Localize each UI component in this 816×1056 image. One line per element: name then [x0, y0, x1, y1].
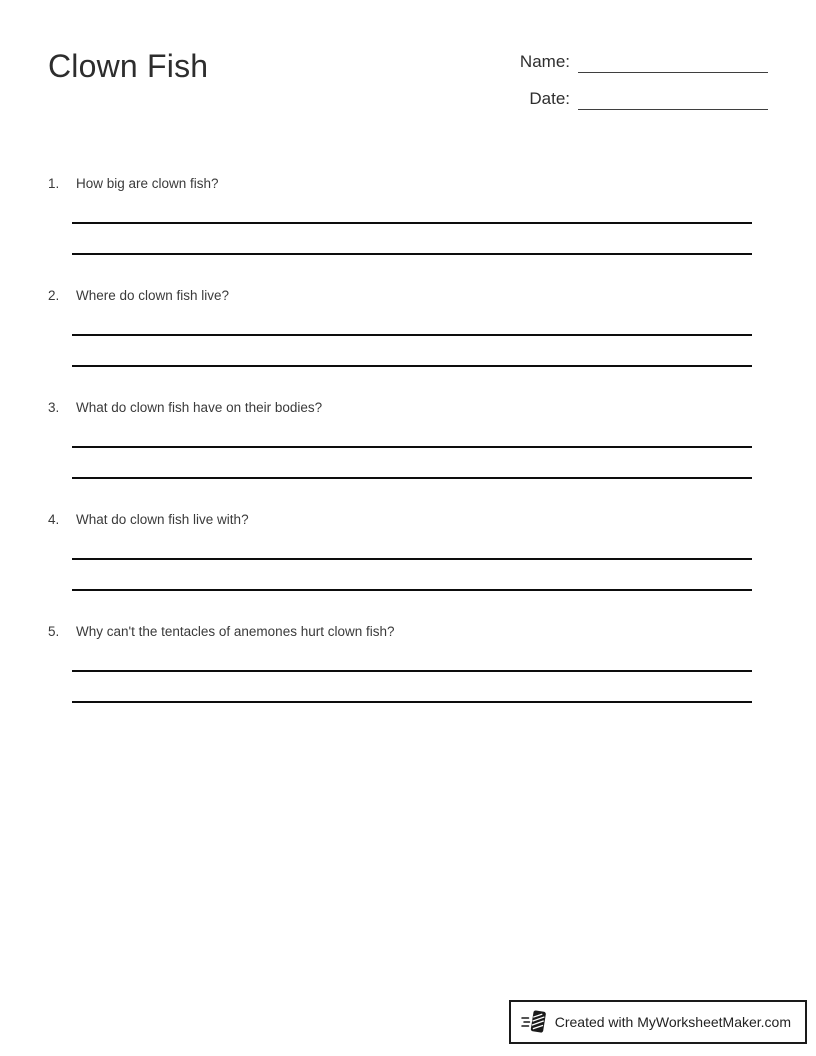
footer-credit[interactable]	[509, 1000, 807, 1044]
question-number: 3.	[48, 400, 60, 415]
question-item	[48, 512, 816, 591]
question-row	[48, 400, 816, 416]
question-text: How big are clown fish?	[76, 176, 219, 191]
answer-line-1[interactable]	[72, 670, 752, 672]
question-text: Why can't the tentacles of anemones hurt clown fish?	[76, 624, 395, 639]
question-row	[48, 624, 816, 640]
footer-credit-text: Created with MyWorksheetMaker.com	[554, 1014, 791, 1030]
question-item	[48, 400, 816, 479]
answer-line-1[interactable]	[72, 222, 752, 224]
answer-line-1[interactable]	[72, 558, 752, 560]
answer-line-2[interactable]	[72, 701, 752, 703]
question-text: What do clown fish have on their bodies?	[76, 400, 323, 415]
question-row	[48, 176, 816, 192]
name-label: Name:	[519, 52, 570, 71]
question-number: 4.	[48, 512, 60, 527]
answer-line-2[interactable]	[72, 589, 752, 591]
question-item	[48, 624, 816, 703]
answer-line-2[interactable]	[72, 253, 752, 255]
date-input-line[interactable]	[578, 87, 768, 110]
question-number: 2.	[48, 288, 60, 303]
name-date-block	[512, 46, 768, 124]
question-text: Where do clown fish live?	[76, 288, 230, 303]
answer-line-2[interactable]	[72, 477, 752, 479]
answer-line-1[interactable]	[72, 334, 752, 336]
question-text: What do clown fish live with?	[76, 512, 249, 527]
name-input-line[interactable]	[578, 50, 768, 73]
question-row	[48, 288, 816, 304]
question-list	[0, 176, 816, 703]
question-number: 5.	[48, 624, 60, 639]
question-number: 1.	[48, 176, 60, 191]
date-field-row	[512, 87, 768, 110]
page-title: Clown Fish	[48, 48, 209, 84]
question-item	[48, 288, 816, 367]
answer-line-1[interactable]	[72, 446, 752, 448]
worksheet-header	[0, 0, 816, 124]
date-label: Date:	[529, 89, 570, 108]
question-row	[48, 512, 816, 528]
answer-line-2[interactable]	[72, 365, 752, 367]
name-field-row	[512, 50, 768, 73]
worksheet-maker-logo-icon	[521, 1008, 547, 1036]
question-item	[48, 176, 816, 255]
